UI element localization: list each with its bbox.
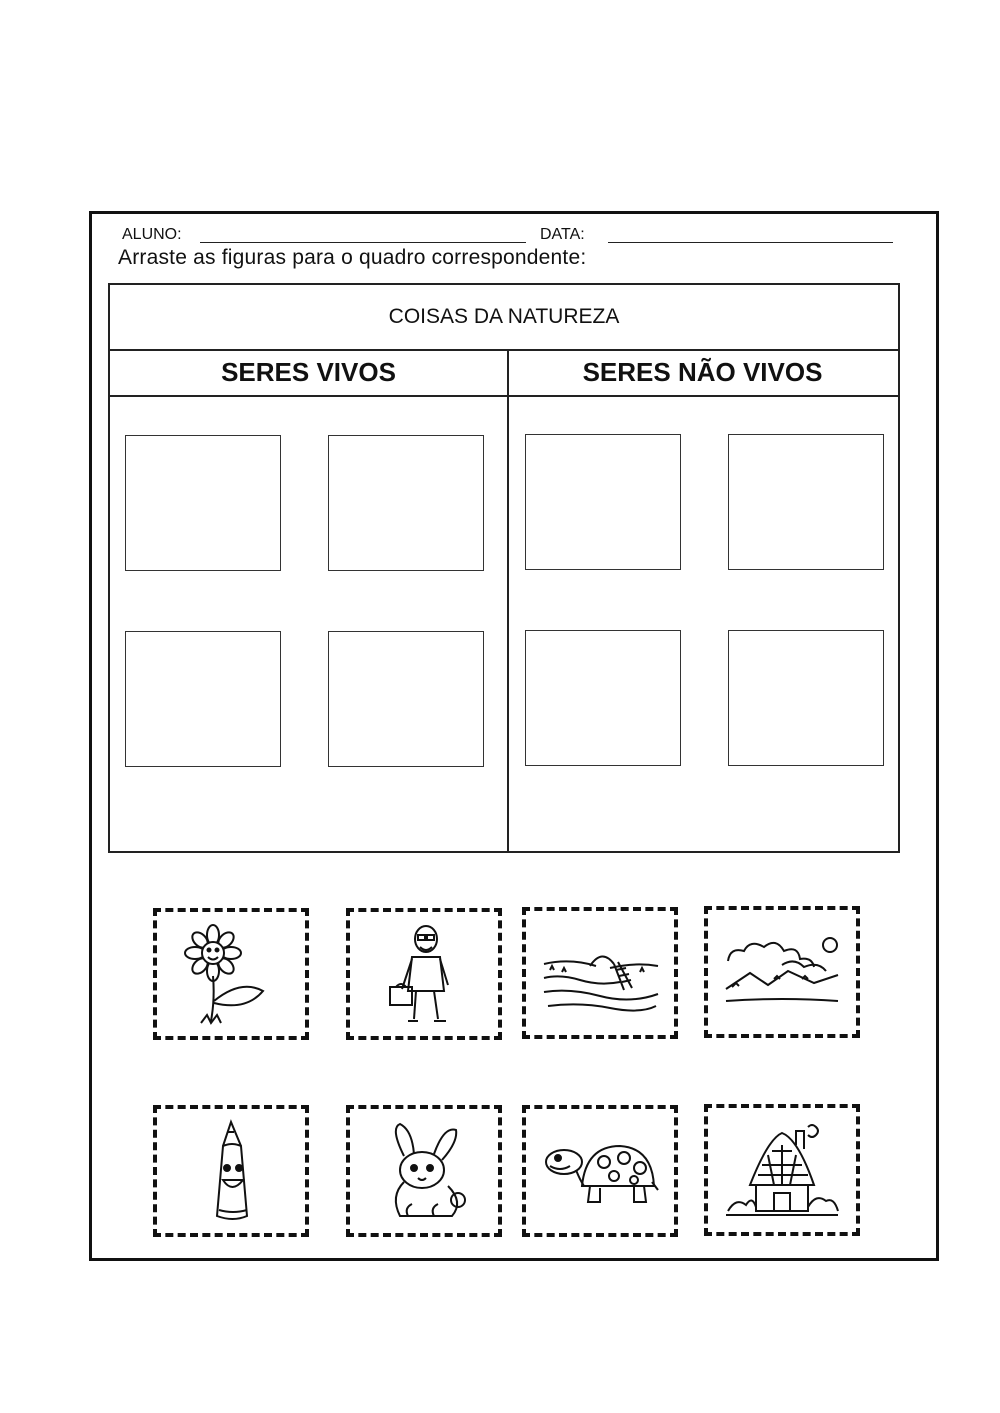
pencil-icon <box>171 1116 291 1226</box>
date-label: DATA: <box>540 226 585 243</box>
card-bridge[interactable] <box>522 907 678 1039</box>
drop-slot-nonliving-2[interactable] <box>728 434 884 570</box>
instruction-text: Arraste as figuras para o quadro correspondente: <box>118 246 587 269</box>
column-living-beings: SERES VIVOS <box>110 349 507 397</box>
drop-slot-nonliving-3[interactable] <box>525 630 681 766</box>
card-landscape[interactable] <box>704 906 860 1038</box>
drop-slot-living-4[interactable] <box>328 631 484 767</box>
date-line[interactable] <box>608 242 893 243</box>
card-pencil[interactable] <box>153 1105 309 1237</box>
house-icon <box>722 1115 842 1225</box>
card-house[interactable] <box>704 1104 860 1236</box>
table-title: COISAS DA NATUREZA <box>110 285 898 351</box>
column-divider <box>507 349 509 851</box>
card-sunflower[interactable] <box>153 908 309 1040</box>
card-rabbit[interactable] <box>346 1105 502 1237</box>
old-man-with-suitcase-icon <box>364 919 484 1029</box>
column-non-living-beings: SERES NÃO VIVOS <box>507 349 898 397</box>
bridge-over-river-icon <box>540 918 660 1028</box>
rabbit-icon <box>364 1116 484 1226</box>
drop-slot-nonliving-4[interactable] <box>728 630 884 766</box>
card-turtle[interactable] <box>522 1105 678 1237</box>
turtle-icon <box>540 1116 660 1226</box>
student-label: ALUNO: <box>122 226 182 243</box>
drop-slot-nonliving-1[interactable] <box>525 434 681 570</box>
clouds-and-mountains-icon <box>722 917 842 1027</box>
drop-slot-living-2[interactable] <box>328 435 484 571</box>
drop-slot-living-1[interactable] <box>125 435 281 571</box>
student-name-line[interactable] <box>200 242 526 243</box>
drop-slot-living-3[interactable] <box>125 631 281 767</box>
sunflower-icon <box>171 919 291 1029</box>
card-old-man[interactable] <box>346 908 502 1040</box>
